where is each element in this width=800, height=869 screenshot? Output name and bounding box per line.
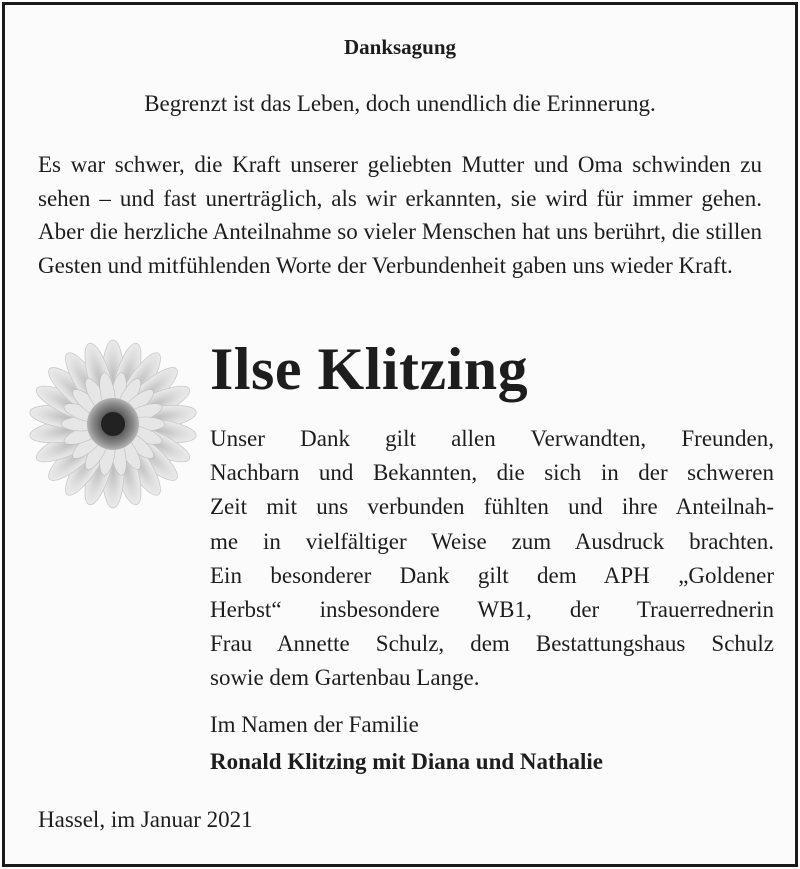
notice-title: Danksagung (343, 35, 457, 59)
thanks-line: Herbst“ insbesondere WB1, der Trauerrednerin (210, 597, 774, 623)
family-names: Ronald Klitzing mit Diana und Nathalie (210, 749, 603, 774)
thanks-line: Ein besonderer Dank gilt dem APH „Goldener (210, 562, 774, 588)
thanks-line: me in vielfältiger Weise zum Ausdruck brachten. (210, 528, 774, 554)
thanks-line: Unser Dank gilt allen Verwandten, Freunden, (210, 426, 774, 451)
thanks-line: Zeit mit uns verbunden fühlten und ihre Anteilnah- (210, 494, 774, 520)
thanks-line: sowie dem Gartenbau Lange. (210, 665, 480, 691)
family-label: Im Namen der Familie (210, 712, 419, 737)
motto: Begrenzt ist das Leben, doch unendlich die Erinnerung. (144, 91, 656, 116)
deceased-name: Ilse Klitzing (210, 336, 529, 402)
obituary-notice (2, 2, 798, 867)
gerbera-flower-image (27, 338, 199, 510)
thanks-line: Frau Annette Schulz, dem Bestattungshaus Schulz (210, 631, 774, 657)
intro-paragraph: Es war schwer, die Kraft unserer geliebten Mutter und Oma schwinden zu sehen – und fast unerträglich, als wir erkannten, sie wird für immer gehen. Aber die herzliche Anteilnahme so vieler Menschen hat uns berührt, die stillen Gesten und mitfühlenden Worte der Verbundenheit gaben uns wieder Kraft. (38, 152, 762, 278)
place-date: Hassel, im Januar 2021 (38, 807, 253, 832)
thanks-paragraph (210, 422, 774, 696)
thanks-line: Nachbarn und Bekannten, die sich in der schweren (210, 460, 774, 486)
